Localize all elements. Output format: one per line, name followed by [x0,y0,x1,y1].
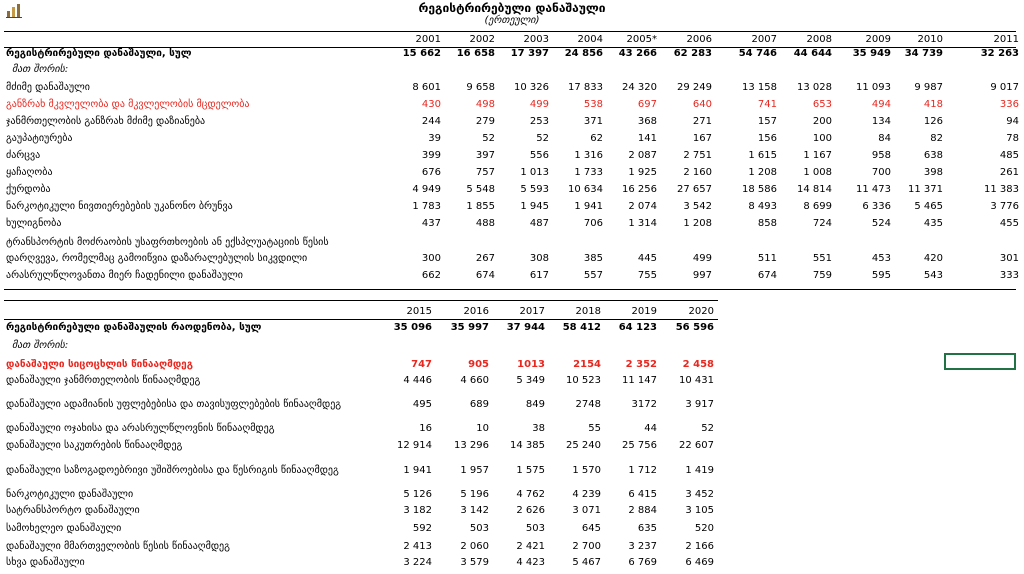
cell-value: 62 [590,133,603,144]
cell-value: 368 [637,116,657,127]
cell-value: 617 [529,270,549,281]
cell-value: 78 [1006,133,1019,144]
row-label: ნარკოტიკული დანაშაული [6,489,134,500]
cell-value: 22 607 [679,440,714,451]
cell-value: 397 [475,150,495,161]
cell-value: 6 769 [628,557,657,568]
cell-value: 253 [529,116,549,127]
cell-value: 16 256 [622,184,657,195]
cell-value: 244 [421,116,441,127]
cell-value: 2009 [865,34,891,45]
total-row [0,320,1024,335]
data-row [0,97,1024,112]
cell-value: 34 739 [904,48,943,59]
row-label: რეგისტრირებული დანაშაულის რაოდენობა, სულ [6,322,262,333]
cell-value: 3 237 [628,541,657,552]
cell-value: 261 [999,167,1019,178]
cell-value: 3 142 [460,505,489,516]
cell-value: 25 756 [622,440,657,451]
cell-value: 64 123 [618,322,657,333]
cell-value: 4 762 [516,489,545,500]
cell-value: 13 158 [742,82,777,93]
cell-value: 2 352 [625,359,657,370]
cell-value: 82 [930,133,943,144]
cell-value: 495 [412,399,432,410]
cell-value: 676 [421,167,441,178]
cell-value: 455 [999,218,1019,229]
row-label: ხულიგნობა [6,218,62,229]
traffic-row [0,251,1024,266]
cell-value: 653 [812,99,832,110]
cell-value: 503 [469,523,489,534]
cell-value: 17 833 [568,82,603,93]
cell-value: 8 699 [803,201,832,212]
cell-value: 556 [529,150,549,161]
cell-value: 32 263 [980,48,1019,59]
cell-value: 94 [1006,116,1019,127]
cell-value: 54 746 [738,48,777,59]
cell-value: 1 167 [803,150,832,161]
cell-value: 27 657 [677,184,712,195]
cell-value: 747 [411,359,432,370]
cell-value: 2017 [519,306,545,317]
cell-value: 13 296 [454,440,489,451]
row-label: დარღვევა, რომელმაც გამოიწვია დაზარალებულის სიკვდილი [6,253,308,264]
cell-value: 997 [692,270,712,281]
data-row [0,182,1024,197]
cell-value: 5 548 [466,184,495,195]
cell-value: 134 [871,116,891,127]
cell-value: 2006 [686,34,712,45]
row-label: დანაშაული სიცოცხლის წინააღმდეგ [6,359,193,370]
cell-value: 5 593 [520,184,549,195]
cell-value: 333 [999,270,1019,281]
cell-value: 1 008 [803,167,832,178]
cell-value: 52 [701,423,714,434]
cell-value: 385 [583,253,603,264]
cell-value: 757 [475,167,495,178]
cell-value: 3 917 [685,399,714,410]
cell-value: 595 [871,270,891,281]
cell-value: 2 087 [628,150,657,161]
cell-value: 3 579 [460,557,489,568]
cell-value: 399 [421,150,441,161]
cell-value: 3 776 [990,201,1019,212]
cell-value: 11 473 [856,184,891,195]
row-label: დანაშაული საკუთრების წინააღმდეგ [6,440,183,451]
cell-value: 56 596 [675,322,714,333]
cell-value: 511 [757,253,777,264]
cell-value: 1 925 [628,167,657,178]
data-row [0,463,1024,478]
cell-value: 858 [757,218,777,229]
cell-value: 2 626 [516,505,545,516]
data-row [0,373,1024,388]
cell-value: 4 423 [516,557,545,568]
row-label: დანაშაული ჯანმრთელობის წინააღმდეგ [6,375,201,386]
traffic-label-row [0,235,1024,250]
data-row [0,114,1024,129]
cell-value: 84 [878,133,891,144]
cell-value: 524 [871,218,891,229]
cell-value: 1 316 [574,150,603,161]
cell-value: 2018 [575,306,601,317]
cell-value: 2015 [406,306,432,317]
row-label: ქურდობა [6,184,51,195]
cell-value: 1 419 [685,465,714,476]
cell-value: 958 [871,150,891,161]
cell-value: 706 [583,218,603,229]
cell-value: 2154 [573,359,601,370]
cell-value: 543 [923,270,943,281]
cell-value: 2 060 [460,541,489,552]
cell-value: 674 [757,270,777,281]
cell-value: 430 [421,99,441,110]
cell-value: 167 [692,133,712,144]
cell-value: 3 071 [572,505,601,516]
row-label: ჯანმრთელობის განზრახ მძიმე დაზიანება [6,116,206,127]
row-label: გაუპატიურება [6,133,73,144]
cell-value: 1 957 [460,465,489,476]
cell-value: 55 [588,423,601,434]
cell-value: 279 [475,116,495,127]
cell-value: 849 [525,399,545,410]
cell-value: 8 601 [412,82,441,93]
cell-value: 126 [923,116,943,127]
cell-value: 418 [923,99,943,110]
cell-value: 1 945 [520,201,549,212]
row-label: მათ შორის: [12,64,69,75]
cell-value: 10 [476,423,489,434]
cell-value: 9 658 [466,82,495,93]
cell-value: 494 [871,99,891,110]
row-label: დანაშაული ოჯახისა და არასრულწლოვნის წინააღმდეგ [6,423,275,434]
row-label: დანაშაული ადამიანის უფლებებისა და თავისუფლებების წინააღმდეგ [6,399,342,410]
data-row [0,80,1024,95]
table1-bottom-rule [4,289,1016,290]
cell-value: 5 349 [516,375,545,386]
row-label: რეგისტრირებული დანაშაული, სულ [6,48,192,59]
cell-value: 11 093 [856,82,891,93]
cell-value: 2 074 [628,201,657,212]
cell-value: 485 [999,150,1019,161]
cell-value: 499 [692,253,712,264]
cell-value: 499 [529,99,549,110]
cell-value: 2010 [917,34,943,45]
cell-value: 905 [468,359,489,370]
cell-value: 6 415 [628,489,657,500]
row-label: განზრახ მკვლელობა და მკვლელობის მცდელობა [6,99,250,110]
cell-value: 5 196 [460,489,489,500]
cell-value: 336 [999,99,1019,110]
cell-value: 1 712 [628,465,657,476]
cell-value: 2 413 [403,541,432,552]
cell-value: 487 [529,218,549,229]
row-label: ნარკოტიკული ნივთიერებების უკანონო ბრუნვა [6,201,233,212]
cell-value: 2 751 [683,150,712,161]
cell-value: 24 856 [564,48,603,59]
cell-value: 700 [871,167,891,178]
minors-row [0,268,1024,283]
cell-value: 39 [428,133,441,144]
cell-value: 2001 [415,34,441,45]
row-label: სხვა დანაშაული [6,557,85,568]
total-row [0,46,1024,61]
cell-value: 1013 [517,359,545,370]
data-row [0,397,1024,412]
row-label: მათ შორის: [12,340,69,351]
cell-value: 12 914 [397,440,432,451]
cell-value: 437 [421,218,441,229]
row-label: ტრანსპორტის მოძრაობის უსაფრთხოების ან ექსპლუატაციის წესის [6,237,329,248]
cell-value: 674 [475,270,495,281]
cell-value: 551 [812,253,832,264]
cell-value: 2002 [469,34,495,45]
year-header-row [0,32,1024,47]
cell-value: 371 [583,116,603,127]
cell-value: 3172 [631,399,657,410]
cell-value: 24 320 [622,82,657,93]
cell-value: 4 660 [460,375,489,386]
cell-value: 755 [637,270,657,281]
cell-value: 1 208 [683,218,712,229]
cell-value: 638 [923,150,943,161]
cell-value: 9 017 [990,82,1019,93]
cell-value: 58 412 [562,322,601,333]
cell-value: 37 944 [506,322,545,333]
cell-value: 5 467 [572,557,601,568]
data-row [0,487,1024,502]
row-label: დანაშაული საზოგადოებრივი უშიშროებისა და წესრიგის წინააღმდეგ [6,465,339,476]
cell-value: 1 208 [748,167,777,178]
cell-value: 43 266 [618,48,657,59]
data-row [0,216,1024,231]
cell-value: 453 [871,253,891,264]
cell-value: 2 700 [572,541,601,552]
cell-value: 1 615 [748,150,777,161]
cell-value: 100 [812,133,832,144]
cell-value: 1 570 [572,465,601,476]
cell-value: 44 644 [793,48,832,59]
of-which-row [0,338,1024,353]
cell-value: 420 [923,253,943,264]
cell-value: 1 314 [628,218,657,229]
cell-value: 5 126 [403,489,432,500]
cell-value: 2020 [688,306,714,317]
cell-value: 3 224 [403,557,432,568]
cell-value: 200 [812,116,832,127]
cell-value: 662 [421,270,441,281]
cell-value: 645 [581,523,601,534]
cell-value: 1 855 [466,201,495,212]
cell-value: 759 [812,270,832,281]
cell-value: 689 [469,399,489,410]
data-row [0,438,1024,453]
selected-cell[interactable] [944,353,1016,370]
cell-value: 52 [482,133,495,144]
of-which-row [0,62,1024,77]
cell-value: 52 [536,133,549,144]
cell-value: 2019 [631,306,657,317]
year-header-row [0,304,1024,319]
cell-value: 17 397 [510,48,549,59]
cell-value: 1 733 [574,167,603,178]
cell-value: 157 [757,116,777,127]
cell-value: 141 [637,133,657,144]
cell-value: 62 283 [673,48,712,59]
cell-value: 2748 [575,399,601,410]
cell-value: 14 814 [797,184,832,195]
data-row [0,165,1024,180]
cell-value: 6 336 [862,201,891,212]
cell-value: 538 [583,99,603,110]
cell-value: 741 [757,99,777,110]
cell-value: 1 575 [516,465,545,476]
data-row [0,131,1024,146]
cell-value: 635 [637,523,657,534]
cell-value: 498 [475,99,495,110]
cell-value: 271 [692,116,712,127]
cell-value: 2008 [806,34,832,45]
cell-value: 592 [412,523,432,534]
row-label: სამოხელეო დანაშაული [6,523,122,534]
cell-value: 10 523 [566,375,601,386]
cell-value: 5 465 [914,201,943,212]
unit-subtitle: (ერთეული) [484,15,540,26]
cell-value: 398 [923,167,943,178]
page-title: რეგისტრირებული დანაშაული [418,1,606,15]
data-row [0,199,1024,214]
cell-value: 300 [421,253,441,264]
cell-value: 308 [529,253,549,264]
cell-value: 445 [637,253,657,264]
cell-value: 16 658 [456,48,495,59]
cell-value: 35 949 [852,48,891,59]
cell-value: 9 987 [914,82,943,93]
cell-value: 1 941 [403,465,432,476]
cell-value: 8 493 [748,201,777,212]
row-label: არასრულწლოვანთა მიერ ჩადენილი დანაშაული [6,270,243,281]
cell-value: 11 383 [984,184,1019,195]
row-label: მძიმე დანაშაული [6,82,90,93]
data-row [0,539,1024,554]
cell-value: 1 783 [412,201,441,212]
cell-value: 640 [692,99,712,110]
cell-value: 18 586 [742,184,777,195]
cell-value: 697 [637,99,657,110]
cell-value: 10 326 [514,82,549,93]
row-label: სატრანსპორტო დანაშაული [6,505,140,516]
cell-value: 3 542 [683,201,712,212]
cell-value: 1 941 [574,201,603,212]
cell-value: 14 385 [510,440,545,451]
cell-value: 2016 [463,306,489,317]
cell-value: 38 [532,423,545,434]
cell-value: 13 028 [797,82,832,93]
cell-value: 3 105 [685,505,714,516]
cell-value: 6 469 [685,557,714,568]
data-row [0,503,1024,518]
cell-value: 15 662 [402,48,441,59]
cell-value: 4 239 [572,489,601,500]
cell-value: 488 [475,218,495,229]
row-label: დანაშაული მმართველობის წესის წინააღმდეგ [6,541,230,552]
cell-value: 2 421 [516,541,545,552]
cell-value: 520 [694,523,714,534]
row-label: ყაჩაღობა [6,167,53,178]
cell-value: 2 884 [628,505,657,516]
cell-value: 25 240 [566,440,601,451]
cell-value: 2005* [626,34,657,45]
cell-value: 2003 [523,34,549,45]
cell-value: 10 634 [568,184,603,195]
cell-value: 16 [419,423,432,434]
cell-value: 2 458 [682,359,714,370]
data-row [0,357,1024,372]
cell-value: 156 [757,133,777,144]
cell-value: 435 [923,218,943,229]
data-row [0,555,1024,570]
cell-value: 4 446 [403,375,432,386]
cell-value: 1 013 [520,167,549,178]
cell-value: 267 [475,253,495,264]
cell-value: 724 [812,218,832,229]
cell-value: 10 431 [679,375,714,386]
cell-value: 503 [525,523,545,534]
cell-value: 3 182 [403,505,432,516]
cell-value: 4 949 [412,184,441,195]
cell-value: 2 166 [685,541,714,552]
cell-value: 2 160 [683,167,712,178]
cell-value: 2004 [577,34,603,45]
data-row [0,148,1024,163]
cell-value: 35 997 [450,322,489,333]
cell-value: 44 [644,423,657,434]
row-label: ძარცვა [6,150,41,161]
data-row [0,421,1024,436]
cell-value: 11 371 [908,184,943,195]
cell-value: 2011 [993,34,1019,45]
cell-value: 35 096 [393,322,432,333]
data-row [0,521,1024,536]
cell-value: 301 [999,253,1019,264]
cell-value: 11 147 [622,375,657,386]
cell-value: 29 249 [677,82,712,93]
table2-top-rule [4,300,718,301]
cell-value: 3 452 [685,489,714,500]
cell-value: 2007 [751,34,777,45]
cell-value: 557 [583,270,603,281]
